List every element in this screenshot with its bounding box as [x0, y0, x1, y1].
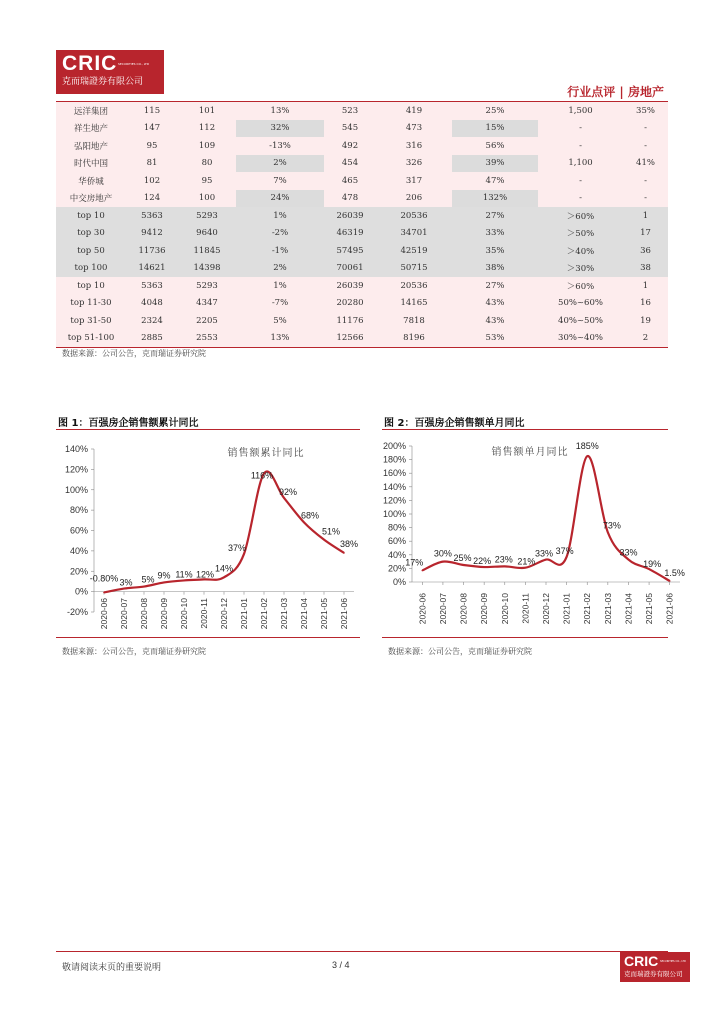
table-cell: -: [623, 120, 668, 138]
table-cell: 95: [178, 172, 236, 190]
table-source: 数据来源：公司公告，克而瑞证券研究院: [62, 349, 206, 358]
table-cell: 32%: [236, 120, 324, 138]
table-cell: 100: [178, 190, 236, 208]
table-cell: 465: [324, 172, 376, 190]
x-tick-label: 2021-06: [664, 593, 675, 625]
table-cell: 14165: [376, 295, 452, 313]
page-number: 3 / 4: [332, 960, 350, 970]
data-label: 9%: [157, 570, 171, 581]
data-label: 23%: [494, 554, 513, 565]
footer-note: 敬请阅读末页的重要说明: [62, 963, 162, 973]
y-tick-label: 20%: [387, 563, 406, 574]
table-cell: 14621: [126, 260, 178, 278]
table-cell: top 10: [56, 207, 126, 225]
table-cell: 43%: [452, 312, 538, 330]
table-cell: 7%: [236, 172, 324, 190]
x-tick-label: 2020-10: [499, 593, 510, 625]
table-row: [56, 330, 668, 348]
logo-text: CRIC: [62, 52, 118, 75]
table-cell: 1,500: [538, 102, 623, 120]
logo-tiny-text: SECURITIES CO., LTD: [118, 62, 150, 66]
table-cell: 2%: [236, 155, 324, 173]
y-tick-label: 140%: [64, 444, 88, 454]
table-cell: ＞60%: [538, 277, 623, 295]
x-tick-label: 2020-09: [479, 593, 490, 625]
table-cell: -: [538, 137, 623, 155]
table-cell: 38%: [452, 260, 538, 278]
table-cell: 56%: [452, 137, 538, 155]
table-cell: 102: [126, 172, 178, 190]
table-cell: 492: [324, 137, 376, 155]
table-cell: 317: [376, 172, 452, 190]
table-cell: top 11-30: [56, 295, 126, 313]
x-tick-label: 2020-12: [541, 593, 551, 625]
table-cell: 523: [324, 102, 376, 120]
table-cell: 81: [126, 155, 178, 173]
logo-cn-text: 克而瑞證券有限公司: [62, 77, 144, 87]
table-cell: 43%: [452, 295, 538, 313]
x-tick-label: 2021-04: [299, 598, 309, 630]
data-point: [183, 580, 185, 582]
table-cell: 34701: [376, 225, 452, 243]
table-cell: 远洋集团: [56, 102, 126, 120]
table-cell: 419: [376, 102, 452, 120]
data-point: [566, 556, 568, 558]
data-label: 38%: [339, 538, 359, 549]
y-tick-label: 40%: [387, 549, 406, 560]
table-cell: 5293: [178, 207, 236, 225]
table-cell: 42519: [376, 242, 452, 260]
table-cell: 24%: [236, 190, 324, 208]
table-cell: 316: [376, 137, 452, 155]
data-point: [223, 577, 225, 579]
table-row: [56, 120, 668, 138]
x-tick-label: 2021-03: [279, 598, 289, 630]
x-tick-label: 2020-10: [179, 598, 189, 630]
table-cell: 35%: [452, 242, 538, 260]
table-cell: -2%: [236, 225, 324, 243]
y-tick-label: -20%: [66, 607, 88, 617]
table-cell: 30%~40%: [538, 330, 623, 348]
data-point: [243, 553, 245, 555]
table-cell: 8196: [376, 330, 452, 348]
table-cell: 9640: [178, 225, 236, 243]
x-tick-label: 2021-02: [582, 593, 593, 625]
table-cell: 2553: [178, 330, 236, 348]
table-cell: 41%: [623, 155, 668, 173]
table-cell: 95: [126, 137, 178, 155]
y-tick-label: 160%: [382, 468, 406, 479]
data-point: [103, 592, 105, 594]
table-cell: 2885: [126, 330, 178, 348]
table-row: [56, 102, 668, 120]
table-cell: -13%: [236, 137, 324, 155]
footer-logo: [620, 952, 690, 982]
table-cell: 27%: [452, 277, 538, 295]
data-point: [586, 455, 588, 457]
data-label: 22%: [473, 556, 492, 567]
table-cell: 206: [376, 190, 452, 208]
table-cell: 17: [623, 225, 668, 243]
footer-logo-tiny: SECURITIES CO., LTD: [660, 960, 686, 963]
table-cell: 1: [623, 277, 668, 295]
table-row: [56, 137, 668, 155]
table-cell: 12566: [324, 330, 376, 348]
table-cell: 26039: [324, 207, 376, 225]
x-tick-label: 2020-06: [99, 598, 109, 630]
x-tick-label: 2021-04: [623, 593, 634, 625]
data-point: [545, 559, 547, 561]
y-tick-label: 100%: [382, 509, 406, 519]
x-tick-label: 2020-12: [219, 598, 229, 630]
table-cell: 147: [126, 120, 178, 138]
table-cell: 9412: [126, 225, 178, 243]
table-cell: 20280: [324, 295, 376, 313]
x-tick-label: 2020-08: [458, 593, 469, 625]
table-cell: 7818: [376, 312, 452, 330]
x-tick-label: 2020-08: [139, 598, 149, 630]
header-logo: [56, 50, 164, 94]
table-cell: -: [623, 190, 668, 208]
fig1-chart: [56, 432, 360, 637]
table-cell: top 10: [56, 277, 126, 295]
table-cell: 124: [126, 190, 178, 208]
data-label: 21%: [517, 556, 536, 567]
footer-logo-cn: 克而瑞證券有限公司: [624, 970, 683, 978]
table-cell: 26039: [324, 277, 376, 295]
table-cell: 33%: [452, 225, 538, 243]
data-label: 25%: [453, 553, 472, 563]
x-tick-label: 2021-05: [319, 598, 329, 630]
data-label: 5%: [141, 574, 155, 585]
table-cell: 57495: [324, 242, 376, 260]
table-cell: -: [623, 172, 668, 190]
table-cell: 5363: [126, 277, 178, 295]
section-label: 行业点评 | 房地产: [567, 85, 664, 99]
table-cell: top 100: [56, 260, 126, 278]
table-cell: 35%: [623, 102, 668, 120]
data-point: [283, 497, 285, 499]
data-label: 14%: [214, 563, 234, 574]
table-row: [56, 242, 668, 260]
table-cell: 70061: [324, 260, 376, 278]
data-label: 17%: [405, 557, 424, 568]
table-cell: 38: [623, 260, 668, 278]
data-point: [442, 561, 444, 563]
table-row: [56, 190, 668, 208]
footer-divider: [56, 951, 668, 952]
table-cell: 2%: [236, 260, 324, 278]
footer-logo-text: CRIC: [624, 953, 659, 969]
table-row: [56, 260, 668, 278]
sales-table: [56, 102, 668, 348]
table-cell: 132%: [452, 190, 538, 208]
table-row: [56, 172, 668, 190]
table-cell: 20536: [376, 277, 452, 295]
table-cell: 115: [126, 102, 178, 120]
y-tick-label: 40%: [69, 545, 88, 556]
x-tick-label: 2021-02: [259, 598, 269, 630]
data-point: [163, 582, 165, 584]
y-tick-label: 0%: [392, 577, 406, 587]
table-cell: 1%: [236, 277, 324, 295]
data-point: [123, 588, 125, 590]
fig1-top-line: [56, 429, 360, 430]
table-cell: 时代中国: [56, 155, 126, 173]
data-point: [143, 586, 145, 588]
data-point: [483, 566, 485, 568]
y-tick-label: 120%: [382, 495, 406, 506]
table-cell: 13%: [236, 102, 324, 120]
table-cell: 40%~50%: [538, 312, 623, 330]
table-row: [56, 312, 668, 330]
data-point: [422, 570, 424, 572]
table-cell: 15%: [452, 120, 538, 138]
x-tick-label: 2020-06: [417, 593, 428, 625]
x-tick-label: 2021-03: [602, 593, 613, 625]
data-point: [607, 532, 609, 534]
table-cell: -7%: [236, 295, 324, 313]
data-label: 51%: [321, 526, 341, 537]
fig2-chart: [382, 432, 685, 637]
table-cell: ＞60%: [538, 207, 623, 225]
table-cell: top 51-100: [56, 330, 126, 348]
table-cell: 2205: [178, 312, 236, 330]
table-cell: ＞40%: [538, 242, 623, 260]
data-label: 3%: [119, 577, 133, 588]
table-cell: 11736: [126, 242, 178, 260]
table-row: [56, 155, 668, 173]
fig2-bottom-line: [382, 637, 668, 638]
series-line: [104, 471, 344, 592]
y-tick-label: 20%: [69, 566, 88, 577]
y-tick-label: 80%: [69, 505, 88, 516]
data-point: [343, 552, 345, 554]
y-tick-label: 60%: [69, 525, 88, 536]
data-label: 1.5%: [664, 567, 685, 578]
x-tick-label: 2020-09: [159, 598, 169, 630]
data-label: 33%: [619, 547, 638, 558]
table-cell: 46319: [324, 225, 376, 243]
data-label: 33%: [534, 548, 554, 559]
data-point: [323, 539, 325, 541]
fig2-source: 数据来源：公司公告，克而瑞证券研究院: [388, 647, 532, 656]
table-cell: 39%: [452, 155, 538, 173]
y-tick-label: 80%: [387, 522, 406, 533]
x-tick-label: 2021-05: [644, 593, 655, 625]
table-cell: 53%: [452, 330, 538, 348]
y-tick-label: 100%: [64, 484, 88, 495]
table-cell: 4347: [178, 295, 236, 313]
table-cell: -: [538, 120, 623, 138]
x-tick-label: 2020-11: [199, 598, 209, 629]
table-cell: 50715: [376, 260, 452, 278]
table-cell: 5363: [126, 207, 178, 225]
table-cell: 27%: [452, 207, 538, 225]
data-label: 12%: [195, 569, 215, 580]
chart-inner-title: 销售额单月同比: [491, 447, 569, 458]
data-label: 73%: [602, 520, 621, 531]
table-row: [56, 207, 668, 225]
data-point: [504, 566, 506, 568]
data-point: [669, 580, 671, 582]
data-label: 19%: [643, 559, 662, 570]
table-cell: 中交房地产: [56, 190, 126, 208]
table-cell: 11845: [178, 242, 236, 260]
data-label: 185%: [575, 441, 599, 452]
y-tick-label: 140%: [382, 481, 406, 492]
data-point: [628, 559, 630, 561]
fig2-title: 图 2：百强房企销售额单月同比: [384, 418, 525, 429]
data-label: 37%: [555, 545, 574, 556]
fig1-bottom-line: [56, 637, 360, 638]
x-tick-label: 2021-01: [239, 598, 249, 630]
y-tick-label: 180%: [382, 454, 406, 465]
table-cell: 478: [324, 190, 376, 208]
data-label: 11%: [175, 569, 193, 580]
table-cell: 20536: [376, 207, 452, 225]
table-cell: ＞30%: [538, 260, 623, 278]
table-cell: 1,100: [538, 155, 623, 173]
table-cell: ＞50%: [538, 225, 623, 243]
table-cell: 5293: [178, 277, 236, 295]
table-cell: 112: [178, 120, 236, 138]
table-cell: 弘阳地产: [56, 137, 126, 155]
table-cell: 13%: [236, 330, 324, 348]
data-label: 116%: [250, 470, 274, 481]
table-cell: 2324: [126, 312, 178, 330]
table-cell: top 50: [56, 242, 126, 260]
table-cell: 4048: [126, 295, 178, 313]
data-label: 68%: [300, 510, 320, 521]
table-cell: -: [623, 137, 668, 155]
data-label: 37%: [227, 542, 247, 553]
x-tick-label: 2020-07: [119, 598, 129, 630]
table-cell: 101: [178, 102, 236, 120]
y-tick-label: 200%: [382, 441, 406, 451]
chart-inner-title: 销售额累计同比: [227, 448, 305, 459]
table-cell: 36: [623, 242, 668, 260]
data-label: 30%: [433, 548, 452, 559]
y-tick-label: 0%: [74, 586, 88, 597]
y-tick-label: 120%: [64, 464, 88, 475]
table-cell: top 31-50: [56, 312, 126, 330]
table-cell: -: [538, 172, 623, 190]
x-tick-label: 2021-06: [339, 598, 349, 630]
table-cell: 14398: [178, 260, 236, 278]
data-label: -0.80%: [89, 573, 119, 584]
table-cell: top 30: [56, 225, 126, 243]
x-tick-label: 2021-01: [561, 593, 572, 625]
table-cell: 47%: [452, 172, 538, 190]
table-cell: 19: [623, 312, 668, 330]
data-point: [525, 567, 527, 569]
x-tick-label: 2020-11: [520, 593, 531, 624]
table-cell: 109: [178, 137, 236, 155]
table-row: [56, 277, 668, 295]
table-cell: 祥生地产: [56, 120, 126, 138]
table-cell: 80: [178, 155, 236, 173]
table-cell: 454: [324, 155, 376, 173]
fig2-top-line: [382, 429, 668, 430]
fig1-title: 图 1：百强房企销售额累计同比: [58, 418, 199, 429]
table-cell: 25%: [452, 102, 538, 120]
x-tick-label: 2020-07: [437, 593, 448, 625]
table-cell: 11176: [324, 312, 376, 330]
table-cell: 50%~60%: [538, 295, 623, 313]
data-point: [463, 564, 465, 566]
table-cell: 326: [376, 155, 452, 173]
y-tick-label: 60%: [387, 536, 406, 547]
fig1-source: 数据来源：公司公告，克而瑞证券研究院: [62, 647, 206, 656]
table-cell: -: [538, 190, 623, 208]
data-point: [303, 522, 305, 524]
table-cell: 华侨城: [56, 172, 126, 190]
table-cell: 2: [623, 330, 668, 348]
table-cell: 1%: [236, 207, 324, 225]
table-cell: 1: [623, 207, 668, 225]
table-cell: 5%: [236, 312, 324, 330]
table-cell: -1%: [236, 242, 324, 260]
table-cell: 545: [324, 120, 376, 138]
table-cell: 473: [376, 120, 452, 138]
table-row: [56, 295, 668, 313]
table-row: [56, 225, 668, 243]
data-label: 92%: [278, 486, 298, 497]
table-cell: 16: [623, 295, 668, 313]
